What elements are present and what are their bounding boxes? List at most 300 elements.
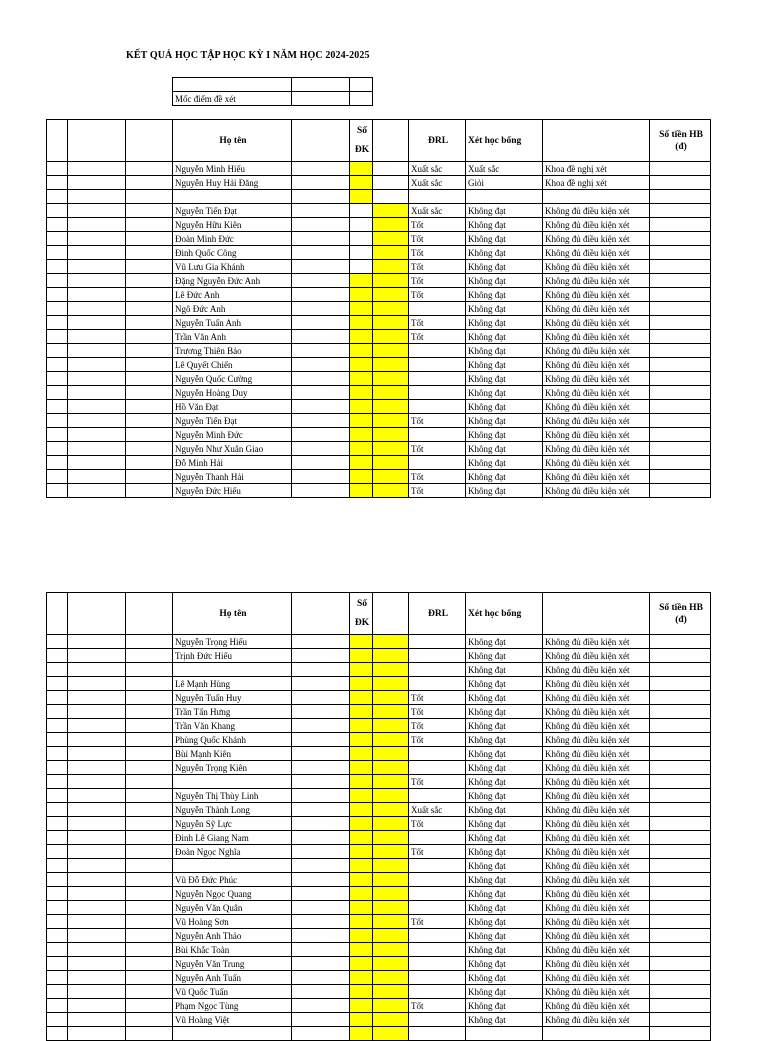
student-name: Đỗ Minh Hải <box>173 456 292 470</box>
cell-blank <box>292 232 350 246</box>
cell-blank <box>68 985 126 999</box>
student-name: Hồ Văn Đạt <box>173 400 292 414</box>
drl-cell: Tốt <box>409 442 466 456</box>
cell-blank <box>68 288 126 302</box>
so-dk-cell <box>350 649 373 663</box>
cell-blank <box>292 358 350 372</box>
student-name: Nguyễn Hữu Kiên <box>173 218 292 232</box>
drl-cell: Tốt <box>409 288 466 302</box>
drl-cell <box>409 1027 466 1041</box>
cell-blank <box>292 162 350 176</box>
cell-blank <box>47 859 68 873</box>
table-row <box>47 929 711 943</box>
drl-cell: Tốt <box>409 719 466 733</box>
scholarship-result-cell: Không đạt <box>466 288 543 302</box>
drl-cell <box>409 789 466 803</box>
scholarship-result-cell: Không đạt <box>466 663 543 677</box>
note-cell: Không đủ điều kiện xét <box>543 470 650 484</box>
student-name: Vũ Hoàng Việt <box>173 1013 292 1027</box>
cell-blank <box>47 204 68 218</box>
cell-blank <box>126 162 173 176</box>
scholarship-result-cell: Không đạt <box>466 400 543 414</box>
cell-blank <box>126 260 173 274</box>
cell-blank <box>292 831 350 845</box>
table-row <box>47 789 711 803</box>
cell-blank <box>68 1013 126 1027</box>
cell-blank <box>47 176 68 190</box>
student-name: Nguyễn Trọng Hiếu <box>173 635 292 649</box>
note-cell: Không đủ điều kiện xét <box>543 635 650 649</box>
drl-cell: Tốt <box>409 246 466 260</box>
scholarship-result-cell: Không đạt <box>466 747 543 761</box>
student-name: Nguyễn Sỹ Lực <box>173 817 292 831</box>
amount-cell <box>650 330 711 344</box>
drl-cell: Tốt <box>409 330 466 344</box>
cell-blank <box>126 831 173 845</box>
note-cell: Không đủ điều kiện xét <box>543 943 650 957</box>
scholarship-result-cell: Không đạt <box>466 957 543 971</box>
student-name: Vũ Quốc Tuấn <box>173 985 292 999</box>
table-row <box>47 190 711 204</box>
scholarship-result-cell: Giỏi <box>466 176 543 190</box>
drl-cell: Tốt <box>409 733 466 747</box>
scholarship-result-cell: Không đạt <box>466 803 543 817</box>
table-row <box>47 635 711 649</box>
cell-blank <box>68 302 126 316</box>
amount-cell <box>650 372 711 386</box>
table-row <box>47 859 711 873</box>
amount-cell <box>650 831 711 845</box>
cell-blank <box>47 316 68 330</box>
cell-blank <box>292 288 350 302</box>
cell-blank <box>126 484 173 498</box>
so-dk-cell <box>350 1013 373 1027</box>
table-row <box>47 246 711 260</box>
cell-blank <box>126 344 173 358</box>
cell-blank <box>292 999 350 1013</box>
cell-blank <box>47 999 68 1013</box>
so-dk-extra-cell <box>373 442 409 456</box>
cell-blank <box>68 358 126 372</box>
table-row <box>47 677 711 691</box>
scholarship-result-cell: Không đạt <box>466 414 543 428</box>
scholarship-result-cell: Không đạt <box>466 943 543 957</box>
drl-cell <box>409 957 466 971</box>
cell-blank <box>126 873 173 887</box>
cell-blank <box>292 873 350 887</box>
scholarship-result-cell: Không đạt <box>466 232 543 246</box>
table-row <box>47 999 711 1013</box>
cell-blank <box>47 635 68 649</box>
student-name: Nguyễn Tiến Đạt <box>173 414 292 428</box>
table-row <box>47 330 711 344</box>
amount-cell <box>650 705 711 719</box>
cell-blank <box>292 663 350 677</box>
note-cell: Không đủ điều kiện xét <box>543 733 650 747</box>
so-dk-extra-cell <box>373 957 409 971</box>
drl-cell: Tốt <box>409 484 466 498</box>
cell-blank <box>126 204 173 218</box>
header-xet-hoc-bong: Xét học bổng <box>466 120 543 162</box>
cell-blank <box>126 218 173 232</box>
drl-cell <box>409 649 466 663</box>
amount-cell <box>650 957 711 971</box>
scholarship-result-cell: Không đạt <box>466 761 543 775</box>
cell-blank <box>126 985 173 999</box>
so-dk-cell <box>350 677 373 691</box>
amount-cell <box>650 246 711 260</box>
note-cell: Không đủ điều kiện xét <box>543 985 650 999</box>
student-name: Nguyễn Văn Trung <box>173 957 292 971</box>
so-dk-cell <box>350 330 373 344</box>
cell-blank <box>47 218 68 232</box>
note-cell: Không đủ điều kiện xét <box>543 929 650 943</box>
so-dk-cell <box>350 344 373 358</box>
amount-cell <box>650 887 711 901</box>
note-cell: Không đủ điều kiện xét <box>543 957 650 971</box>
so-dk-cell <box>350 943 373 957</box>
so-dk-cell <box>350 162 373 176</box>
scholarship-result-cell: Không đạt <box>466 971 543 985</box>
drl-cell <box>409 677 466 691</box>
cell-blank <box>47 887 68 901</box>
cell-blank <box>126 929 173 943</box>
note-cell: Không đủ điều kiện xét <box>543 232 650 246</box>
note-cell: Không đủ điều kiện xét <box>543 484 650 498</box>
so-dk-cell <box>350 859 373 873</box>
drl-cell <box>409 1013 466 1027</box>
so-dk-cell <box>350 929 373 943</box>
drl-cell <box>409 747 466 761</box>
amount-cell <box>650 901 711 915</box>
cell-blank <box>126 635 173 649</box>
cell-blank <box>68 817 126 831</box>
cell-blank <box>47 470 68 484</box>
note-cell: Không đủ điều kiện xét <box>543 372 650 386</box>
cell-blank <box>292 176 350 190</box>
cell-blank <box>47 302 68 316</box>
cell-blank <box>47 484 68 498</box>
cell-blank <box>292 845 350 859</box>
cell-blank <box>292 747 350 761</box>
cell-blank <box>47 915 68 929</box>
amount-cell <box>650 358 711 372</box>
cell-blank <box>68 789 126 803</box>
note-cell: Không đủ điều kiện xét <box>543 316 650 330</box>
table-row <box>47 204 711 218</box>
cell-blank <box>68 845 126 859</box>
cell-blank <box>68 663 126 677</box>
note-cell: Không đủ điều kiện xét <box>543 204 650 218</box>
scholarship-result-cell: Không đạt <box>466 484 543 498</box>
cell-blank <box>126 246 173 260</box>
so-dk-cell <box>350 971 373 985</box>
cell-blank <box>292 985 350 999</box>
so-dk-cell <box>350 470 373 484</box>
scholarship-result-cell: Không đạt <box>466 929 543 943</box>
student-name <box>173 663 292 677</box>
student-name: Nguyễn Tuấn Huy <box>173 691 292 705</box>
note-cell: Không đủ điều kiện xét <box>543 330 650 344</box>
scholarship-result-cell: Không đạt <box>466 733 543 747</box>
cell-blank <box>126 428 173 442</box>
cell-blank <box>47 358 68 372</box>
drl-cell: Tốt <box>409 218 466 232</box>
header-ho-ten: Họ tên <box>173 120 292 162</box>
student-name: Nguyễn Thành Long <box>173 803 292 817</box>
cell-blank <box>68 859 126 873</box>
drl-cell <box>409 190 466 204</box>
cell-blank <box>47 845 68 859</box>
so-dk-extra-cell <box>373 218 409 232</box>
cell-blank <box>126 803 173 817</box>
amount-cell <box>650 663 711 677</box>
student-name: Ngô Đức Anh <box>173 302 292 316</box>
cell-blank <box>292 901 350 915</box>
cell-blank <box>47 943 68 957</box>
cell-blank <box>47 260 68 274</box>
cell-blank <box>292 733 350 747</box>
amount-cell <box>650 789 711 803</box>
table-row <box>47 162 711 176</box>
cell-blank <box>292 705 350 719</box>
scholarship-result-cell: Không đạt <box>466 873 543 887</box>
cell-blank <box>292 316 350 330</box>
cell-blank <box>68 232 126 246</box>
cell-blank <box>68 887 126 901</box>
cell-blank <box>68 162 126 176</box>
so-dk-cell <box>350 957 373 971</box>
cell-blank <box>292 372 350 386</box>
so-dk-extra-cell <box>373 789 409 803</box>
cell-blank <box>126 761 173 775</box>
header-so-dk: Số ĐK <box>350 593 373 635</box>
cell-blank <box>68 915 126 929</box>
table-row <box>47 761 711 775</box>
cell-blank <box>292 218 350 232</box>
cell-blank <box>126 274 173 288</box>
cell-blank <box>126 358 173 372</box>
amount-cell <box>650 873 711 887</box>
note-cell: Không đủ điều kiện xét <box>543 246 650 260</box>
note-cell: Khoa đề nghị xét <box>543 162 650 176</box>
table-row <box>47 288 711 302</box>
amount-cell <box>650 470 711 484</box>
so-dk-cell <box>350 887 373 901</box>
drl-cell: Tốt <box>409 915 466 929</box>
so-dk-extra-cell <box>373 971 409 985</box>
drl-cell <box>409 428 466 442</box>
so-dk-cell <box>350 358 373 372</box>
cell-blank <box>47 288 68 302</box>
so-dk-extra-cell <box>373 719 409 733</box>
drl-cell: Tốt <box>409 691 466 705</box>
amount-cell <box>650 484 711 498</box>
amount-cell <box>650 1027 711 1041</box>
table-row <box>47 971 711 985</box>
so-dk-cell <box>350 719 373 733</box>
cell-blank <box>47 414 68 428</box>
table-row <box>47 705 711 719</box>
cell-blank <box>47 190 68 204</box>
so-dk-extra-cell <box>373 929 409 943</box>
so-dk-extra-cell <box>373 1027 409 1041</box>
cell-blank <box>47 831 68 845</box>
cell-blank <box>68 260 126 274</box>
so-dk-extra-cell <box>373 246 409 260</box>
note-cell: Không đủ điều kiện xét <box>543 859 650 873</box>
table-row <box>47 372 711 386</box>
drl-cell <box>409 971 466 985</box>
so-dk-cell <box>350 246 373 260</box>
scholarship-result-cell: Không đạt <box>466 358 543 372</box>
note-cell: Không đủ điều kiện xét <box>543 789 650 803</box>
cell-blank <box>292 1027 350 1041</box>
cell-blank <box>292 302 350 316</box>
amount-cell <box>650 635 711 649</box>
cell-blank <box>292 677 350 691</box>
cell-blank <box>292 484 350 498</box>
cell-blank <box>47 803 68 817</box>
cell-blank <box>68 316 126 330</box>
drl-cell <box>409 859 466 873</box>
cell-blank <box>292 635 350 649</box>
note-cell: Không đủ điều kiện xét <box>543 873 650 887</box>
cell-blank <box>292 386 350 400</box>
threshold-label: Mốc điểm đề xét <box>173 92 292 106</box>
scholarship-result-cell: Không đạt <box>466 1013 543 1027</box>
cell-blank <box>126 817 173 831</box>
table-row <box>47 358 711 372</box>
cell-blank <box>68 344 126 358</box>
scholarship-result-cell: Không đạt <box>466 901 543 915</box>
cell-blank <box>47 901 68 915</box>
cell-blank <box>47 971 68 985</box>
cell-blank <box>126 999 173 1013</box>
student-name: Trịnh Đức Hiếu <box>173 649 292 663</box>
header-so-dk: Số ĐK <box>350 120 373 162</box>
cell-blank <box>68 635 126 649</box>
student-name: Nguyễn Tuấn Anh <box>173 316 292 330</box>
so-dk-extra-cell <box>373 859 409 873</box>
cell-blank <box>68 803 126 817</box>
drl-cell: Tốt <box>409 470 466 484</box>
so-dk-extra-cell <box>373 649 409 663</box>
table-row <box>47 316 711 330</box>
student-name: Vũ Lưu Gia Khánh <box>173 260 292 274</box>
amount-cell <box>650 260 711 274</box>
table-row <box>47 260 711 274</box>
so-dk-cell <box>350 915 373 929</box>
student-name: Nguyễn Hoàng Duy <box>173 386 292 400</box>
scholarship-result-cell: Không đạt <box>466 677 543 691</box>
scholarship-result-cell <box>466 190 543 204</box>
scholarship-result-cell: Không đạt <box>466 218 543 232</box>
cell-blank <box>126 943 173 957</box>
cell-blank <box>126 971 173 985</box>
cell-blank <box>47 719 68 733</box>
so-dk-extra-cell <box>373 162 409 176</box>
cell-blank <box>126 677 173 691</box>
cell-blank <box>292 260 350 274</box>
table-row <box>47 218 711 232</box>
scholarship-result-cell: Không đạt <box>466 719 543 733</box>
scholarship-result-cell: Không đạt <box>466 204 543 218</box>
amount-cell <box>650 428 711 442</box>
cell-blank <box>126 733 173 747</box>
drl-cell: Xuất sắc <box>409 176 466 190</box>
cell-blank <box>68 761 126 775</box>
note-cell: Không đủ điều kiện xét <box>543 358 650 372</box>
drl-cell <box>409 372 466 386</box>
cell-blank <box>68 330 126 344</box>
table-row <box>47 344 711 358</box>
drl-cell: Tốt <box>409 316 466 330</box>
student-name: Trần Văn Khang <box>173 719 292 733</box>
amount-cell <box>650 190 711 204</box>
cell-blank <box>47 985 68 999</box>
amount-cell <box>650 162 711 176</box>
table-row <box>47 691 711 705</box>
scholarship-result-cell: Không đạt <box>466 246 543 260</box>
so-dk-extra-cell <box>373 747 409 761</box>
cell-blank <box>68 901 126 915</box>
note-cell: Không đủ điều kiện xét <box>543 414 650 428</box>
note-cell: Không đủ điều kiện xét <box>543 677 650 691</box>
drl-cell: Xuất sắc <box>409 162 466 176</box>
cell-blank <box>47 873 68 887</box>
student-name: Nguyễn Trọng Kiên <box>173 761 292 775</box>
cell-blank <box>68 649 126 663</box>
cell-blank <box>47 789 68 803</box>
cell-blank <box>68 372 126 386</box>
student-name: Nguyễn Huy Hải Đăng <box>173 176 292 190</box>
scholarship-result-cell: Không đạt <box>466 372 543 386</box>
header-so-tien-hb: Số tiền HB (đ) <box>650 120 711 162</box>
drl-cell <box>409 344 466 358</box>
cell-blank <box>47 442 68 456</box>
cell-blank <box>292 803 350 817</box>
scholarship-result-cell: Không đạt <box>466 845 543 859</box>
note-cell: Không đủ điều kiện xét <box>543 915 650 929</box>
cell-blank <box>292 470 350 484</box>
table-row <box>47 915 711 929</box>
so-dk-extra-cell <box>373 775 409 789</box>
table-row <box>47 386 711 400</box>
scholarship-result-cell: Xuất sắc <box>466 162 543 176</box>
scholarship-result-cell: Không đạt <box>466 705 543 719</box>
so-dk-cell <box>350 817 373 831</box>
student-name: Đinh Lê Giang Nam <box>173 831 292 845</box>
amount-cell <box>650 747 711 761</box>
so-dk-cell <box>350 635 373 649</box>
table-row <box>47 957 711 971</box>
header-xet-hoc-bong: Xét học bổng <box>466 593 543 635</box>
drl-cell <box>409 386 466 400</box>
drl-cell: Tốt <box>409 845 466 859</box>
so-dk-extra-cell <box>373 803 409 817</box>
student-name <box>173 775 292 789</box>
scholarship-result-cell: Không đạt <box>466 831 543 845</box>
so-dk-extra-cell <box>373 831 409 845</box>
note-cell: Không đủ điều kiện xét <box>543 761 650 775</box>
drl-cell: Tốt <box>409 775 466 789</box>
cell-blank <box>126 190 173 204</box>
cell-blank <box>47 330 68 344</box>
cell-blank <box>47 733 68 747</box>
cell-blank <box>47 705 68 719</box>
threshold-table <box>172 77 373 106</box>
